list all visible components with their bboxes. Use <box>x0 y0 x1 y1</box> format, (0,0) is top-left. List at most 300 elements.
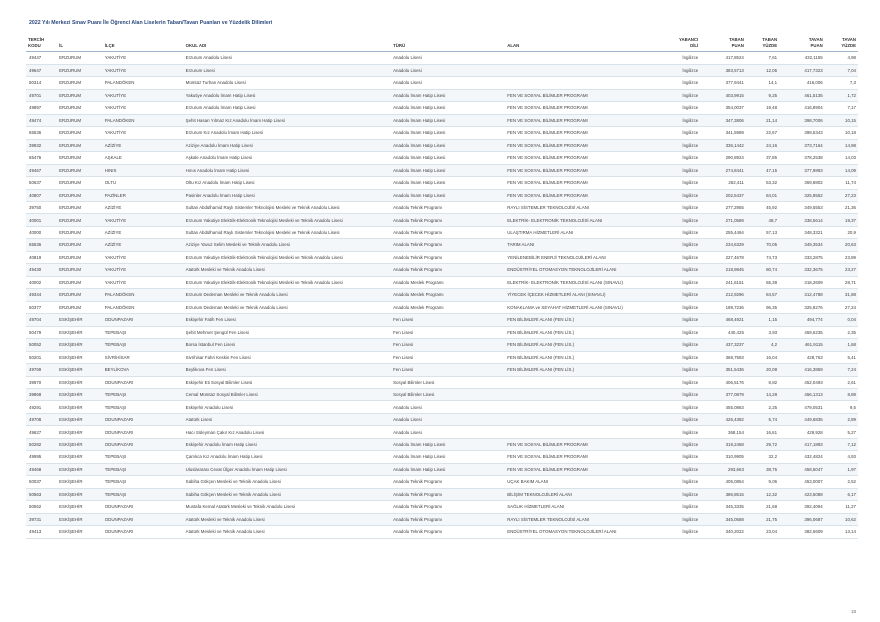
cell-tavan_yuzde: 7,17 <box>825 102 858 114</box>
cell-turu: Anadolu Teknik Programı <box>391 513 505 525</box>
cell-tavan_puan: 456,1313 <box>779 389 825 401</box>
cell-il: ERZURUM <box>57 276 103 288</box>
cell-yabanci_dili: İngilizce <box>659 264 700 276</box>
table-row[interactable] <box>26 114 858 126</box>
cell-taban_puan: 383,5713 <box>700 64 746 76</box>
cell-tercih_kodu: 49344 <box>26 289 57 301</box>
cell-taban_yuzde: 38,75 <box>746 463 779 475</box>
cell-taban_puan: 403,9915 <box>700 89 746 101</box>
cell-taban_puan: 386,8515 <box>700 488 746 500</box>
cell-okul_adi: Erzurum Yakutiye Elektrik-Elektronik Teknolojisi Mesleki ve Teknik Anadolu Lisesi <box>184 214 391 226</box>
cell-ilce: ODUNPAZARI <box>103 314 184 326</box>
cell-yabanci_dili: İngilizce <box>659 164 700 176</box>
cell-ilce: ODUNPAZARI <box>103 438 184 450</box>
cell-alan: ELEKTRİK- ELEKTRONİK TEKNOLOJİSİ ALANI (SINAVLI) <box>505 276 659 288</box>
cell-tercih_kodu: 65476 <box>26 152 57 164</box>
table-row[interactable] <box>26 77 858 89</box>
cell-taban_yuzde: 47,15 <box>746 164 779 176</box>
column-header-il[interactable]: İL <box>57 37 103 52</box>
cell-ilce: TEPEBAŞI <box>103 488 184 500</box>
cell-alan: FEN BİLİMLERİ ALANI (FEN LİS.) <box>505 364 659 376</box>
cell-tavan_puan: 417,7323 <box>779 64 825 76</box>
cell-okul_adi: Eskişehir Anadolu Lisesi <box>184 401 391 413</box>
cell-tavan_puan: 452,0493 <box>779 376 825 388</box>
cell-taban_puan: 218,9845 <box>700 264 746 276</box>
cell-taban_puan: 319,2458 <box>700 438 746 450</box>
cell-tercih_kodu: 40807 <box>26 189 57 201</box>
cell-ilce: TEPEBAŞI <box>103 476 184 488</box>
cell-okul_adi: Pasinler Anadolu İmam Hatip Lisesi <box>184 189 391 201</box>
cell-okul_adi: Hınıs Anadolu İmam Hatip Lisesi <box>184 164 391 176</box>
table-row[interactable] <box>26 102 858 114</box>
cell-il: ESKİŞEHİR <box>57 426 103 438</box>
cell-okul_adi: Erzurum Kız Anadolu İmam Hatip Lisesi <box>184 127 391 139</box>
cell-okul_adi: Erzurum Dedeman Mesleki ve Teknik Anadolu Lisesi <box>184 289 391 301</box>
cell-tavan_yuzde: 5,41 <box>825 351 858 363</box>
cell-yabanci_dili: İngilizce <box>659 226 700 238</box>
cell-tavan_yuzde: 2,35 <box>825 326 858 338</box>
cell-taban_yuzde: 19,48 <box>746 102 779 114</box>
cell-turu: Fen Lisesi <box>391 351 505 363</box>
cell-okul_adi: Sabiha Gökçen Mesleki ve Teknik Anadolu Lisesi <box>184 488 391 500</box>
cell-il: ESKİŞEHİR <box>57 314 103 326</box>
cell-taban_yuzde: 8,82 <box>746 376 779 388</box>
cell-tercih_kodu: 50637 <box>26 177 57 189</box>
cell-okul_adi: Erzurum Yakutiye Elektrik-Elektronik Teknolojisi Mesleki ve Teknik Anadolu Lisesi <box>184 276 391 288</box>
cell-taban_yuzde: 48,7 <box>746 214 779 226</box>
cell-tavan_yuzde: 23,89 <box>825 251 858 263</box>
cell-tercih_kodu: 49447 <box>26 52 57 64</box>
cell-tavan_puan: 325,8276 <box>779 301 825 313</box>
cell-taban_yuzde: 53,32 <box>746 177 779 189</box>
cell-yabanci_dili: İngilizce <box>659 301 700 313</box>
cell-taban_puan: 310,9905 <box>700 451 746 463</box>
column-header-okul_adi[interactable]: OKUL ADI <box>184 37 391 52</box>
cell-turu: Anadolu Lisesi <box>391 77 505 89</box>
cell-okul_adi: Eskişehir Eti Sosyal Bilimler Lisesi <box>184 376 391 388</box>
cell-il: ERZURUM <box>57 52 103 64</box>
cell-yabanci_dili: İngilizce <box>659 376 700 388</box>
cell-ilce: YAKUTİYE <box>103 89 184 101</box>
cell-taban_puan: 340,2022 <box>700 526 746 538</box>
cell-tercih_kodu: 49468 <box>26 463 57 475</box>
cell-tavan_puan: 378,2538 <box>779 152 825 164</box>
cell-tercih_kodu: 49430 <box>26 264 57 276</box>
cell-il: ESKİŞEHİR <box>57 476 103 488</box>
cell-yabanci_dili: İngilizce <box>659 152 700 164</box>
cell-il: ERZURUM <box>57 152 103 164</box>
cell-turu: Anadolu İmam Hatip Lisesi <box>391 152 505 164</box>
cell-yabanci_dili: İngilizce <box>659 401 700 413</box>
cell-okul_adi: Borsa İstanbul Fen Lisesi <box>184 339 391 351</box>
cell-taban_puan: 341,5989 <box>700 127 746 139</box>
cell-okul_adi: Erzurum Anadolu İmam Hatip Lisesi <box>184 102 391 114</box>
cell-il: ESKİŞEHİR <box>57 339 103 351</box>
cell-il: ERZURUM <box>57 264 103 276</box>
cell-turu: Anadolu İmam Hatip Lisesi <box>391 164 505 176</box>
cell-turu: Anadolu Lisesi <box>391 426 505 438</box>
cell-taban_puan: 351,5436 <box>700 364 746 376</box>
cell-alan: FEN VE SOSYAL BİLİMLER PROGRAMI <box>505 438 659 450</box>
cell-taban_yuzde: 16,61 <box>746 426 779 438</box>
table-row[interactable] <box>26 389 858 401</box>
cell-okul_adi: Atatürk Lisesi <box>184 413 391 425</box>
cell-tercih_kodu: 49701 <box>26 89 57 101</box>
column-header-ilce[interactable]: İLÇE <box>103 37 184 52</box>
table-row[interactable] <box>26 301 858 313</box>
cell-turu: Anadolu Lisesi <box>391 401 505 413</box>
cell-yabanci_dili: İngilizce <box>659 513 700 525</box>
table-row[interactable] <box>26 289 858 301</box>
cell-tavan_puan: 312,4788 <box>779 289 825 301</box>
table-row[interactable] <box>26 314 858 326</box>
cell-ilce: PALANDÖKEN <box>103 77 184 89</box>
table-row[interactable] <box>26 438 858 450</box>
cell-taban_yuzde: 1,15 <box>746 314 779 326</box>
cell-tavan_yuzde: 21,36 <box>825 201 858 213</box>
cell-turu: Anadolu İmam Hatip Lisesi <box>391 177 505 189</box>
table-row[interactable] <box>26 264 858 276</box>
table-row[interactable] <box>26 463 858 475</box>
table-row[interactable] <box>26 376 858 388</box>
table-row[interactable] <box>26 526 858 538</box>
cell-il: ESKİŞEHİR <box>57 413 103 425</box>
cell-alan: RAYLI SİSTEMLER TEKNOLOJİSİ ALANI <box>505 201 659 213</box>
cell-alan <box>505 376 659 388</box>
cell-turu: Anadolu İmam Hatip Lisesi <box>391 89 505 101</box>
cell-ilce: TEPEBAŞI <box>103 389 184 401</box>
cell-il: ERZURUM <box>57 239 103 251</box>
cell-yabanci_dili: İngilizce <box>659 139 700 151</box>
cell-taban_puan: 212,9296 <box>700 289 746 301</box>
cell-turu: Anadolu Teknik Programı <box>391 264 505 276</box>
table-row[interactable] <box>26 52 858 64</box>
column-header-yabanci_dili[interactable]: YABANCI DİLİ <box>659 37 700 52</box>
cell-okul_adi: Erzurum Lisesi <box>184 64 391 76</box>
cell-ilce: SİVRİHİSAR <box>103 351 184 363</box>
cell-tercih_kodu: 49995 <box>26 451 57 463</box>
cell-taban_puan: 377,0879 <box>700 389 746 401</box>
cell-taban_yuzde: 24,16 <box>746 139 779 151</box>
cell-alan: FEN VE SOSYAL BİLİMLER PROGRAMI <box>505 127 659 139</box>
column-header-turu[interactable]: TÜRÜ <box>391 37 505 52</box>
cell-turu: Anadolu İmam Hatip Lisesi <box>391 102 505 114</box>
cell-tavan_puan: 461,5135 <box>779 89 825 101</box>
cell-tavan_yuzde: 1,72 <box>825 89 858 101</box>
cell-il: ESKİŞEHİR <box>57 526 103 538</box>
column-header-tavan_yuzde[interactable]: TAVAN YÜZDE <box>825 37 858 52</box>
cell-il: ESKİŞEHİR <box>57 401 103 413</box>
cell-tavan_puan: 479,0531 <box>779 401 825 413</box>
cell-taban_puan: 426,4382 <box>700 413 746 425</box>
cell-yabanci_dili: İngilizce <box>659 438 700 450</box>
cell-tercih_kodu: 40002 <box>26 276 57 288</box>
cell-ilce: ODUNPAZARI <box>103 413 184 425</box>
cell-tavan_puan: 349,3534 <box>779 239 825 251</box>
cell-il: ESKİŞEHİR <box>57 501 103 513</box>
cell-taban_puan: 345,0588 <box>700 513 746 525</box>
cell-taban_yuzde: 32,2 <box>746 451 779 463</box>
cell-tercih_kodu: 40819 <box>26 251 57 263</box>
cell-tercih_kodu: 49704 <box>26 314 57 326</box>
table-row[interactable] <box>26 139 858 151</box>
cell-taban_puan: 406,5176 <box>700 376 746 388</box>
table-row[interactable] <box>26 226 858 238</box>
cell-tavan_yuzde: 27,23 <box>825 189 858 201</box>
table-row[interactable] <box>26 214 858 226</box>
cell-taban_yuzde: 16,04 <box>746 351 779 363</box>
table-row[interactable] <box>26 426 858 438</box>
table-row[interactable] <box>26 351 858 363</box>
cell-taban_yuzde: 96,35 <box>746 301 779 313</box>
column-header-alan[interactable]: ALAN <box>505 37 659 52</box>
column-header-tercih_kodu[interactable]: TERCİH KODU <box>26 37 57 52</box>
cell-alan: FEN VE SOSYAL BİLİMLER PROGRAMI <box>505 102 659 114</box>
cell-tavan_puan: 333,2875 <box>779 251 825 263</box>
cell-taban_yuzde: 45,92 <box>746 201 779 213</box>
cell-il: ERZURUM <box>57 164 103 176</box>
cell-tavan_puan: 428,763 <box>779 351 825 363</box>
cell-turu: Anadolu Teknik Programı <box>391 476 505 488</box>
page-title: 2022 Yılı Merkezi Sınav Puanı İle Öğrenci Alan Liselerin Taban/Tavan Puanları ve Yüzdelik Dilimleri <box>29 20 273 26</box>
cell-il: ERZURUM <box>57 301 103 313</box>
table-row[interactable] <box>26 164 858 176</box>
table-row[interactable] <box>26 488 858 500</box>
table-row[interactable] <box>26 127 858 139</box>
table-row[interactable] <box>26 326 858 338</box>
cell-tercih_kodu: 50377 <box>26 301 57 313</box>
cell-tavan_puan: 461,9115 <box>779 339 825 351</box>
table-row[interactable] <box>26 401 858 413</box>
cell-taban_puan: 377,9441 <box>700 77 746 89</box>
cell-tercih_kodu: 49474 <box>26 114 57 126</box>
cell-tercih_kodu: 50201 <box>26 351 57 363</box>
cell-tavan_puan: 416,006 <box>779 77 825 89</box>
cell-tavan_puan: 459,6235 <box>779 326 825 338</box>
cell-alan <box>505 64 659 76</box>
column-header-taban_puan[interactable]: TABAN PUAN <box>700 37 746 52</box>
cell-alan: FEN BİLİMLERİ ALANI (FEN LİS.) <box>505 326 659 338</box>
table-row[interactable] <box>26 451 858 463</box>
cell-tercih_kodu: 49769 <box>26 364 57 376</box>
table-header <box>26 37 858 52</box>
cell-taban_yuzde: 80,74 <box>746 264 779 276</box>
cell-tavan_puan: 417,1893 <box>779 438 825 450</box>
cell-taban_yuzde: 84,57 <box>746 289 779 301</box>
cell-ilce: PALANDÖKEN <box>103 114 184 126</box>
cell-alan: ELEKTRİK- ELEKTRONİK TEKNOLOJİSİ ALANI <box>505 214 659 226</box>
table-row[interactable] <box>26 364 858 376</box>
cell-il: ESKİŞEHİR <box>57 488 103 500</box>
cell-turu: Anadolu Teknik Programı <box>391 214 505 226</box>
cell-tavan_puan: 318,2609 <box>779 276 825 288</box>
cell-il: ESKİŞEHİR <box>57 364 103 376</box>
cell-tavan_yuzde: 14,98 <box>825 139 858 151</box>
cell-il: ERZURUM <box>57 289 103 301</box>
cell-taban_yuzde: 12,05 <box>746 64 779 76</box>
cell-tavan_yuzde: 0,04 <box>825 314 858 326</box>
cell-alan: FEN VE SOSYAL BİLİMLER PROGRAMI <box>505 177 659 189</box>
cell-tavan_yuzde: 28,71 <box>825 276 858 288</box>
table-row[interactable] <box>26 201 858 213</box>
cell-tavan_puan: 382,6609 <box>779 526 825 538</box>
cell-tavan_yuzde: 6,17 <box>825 488 858 500</box>
cell-taban_yuzde: 37,85 <box>746 152 779 164</box>
table-row[interactable] <box>26 513 858 525</box>
table-row[interactable] <box>26 189 858 201</box>
cell-alan: FEN VE SOSYAL BİLİMLER PROGRAMI <box>505 152 659 164</box>
table-row[interactable] <box>26 413 858 425</box>
cell-tavan_yuzde: 10,15 <box>825 114 858 126</box>
cell-tercih_kodu: 50562 <box>26 501 57 513</box>
cell-yabanci_dili: İngilizce <box>659 463 700 475</box>
table-row[interactable] <box>26 501 858 513</box>
cell-okul_adi: Aziziye Anadolu İmam Hatip Lisesi <box>184 139 391 151</box>
cell-tavan_yuzde: 4,93 <box>825 451 858 463</box>
cell-okul_adi: Sultan Abdülhamid Raylı Sistemler Teknolojisi Mesleki ve Teknik Anadolu Lisesi <box>184 226 391 238</box>
cell-ilce: AŞKALE <box>103 152 184 164</box>
cell-turu: Anadolu Teknik Programı <box>391 251 505 263</box>
cell-taban_puan: 468,4921 <box>700 314 746 326</box>
cell-alan <box>505 426 659 438</box>
cell-ilce: HINIS <box>103 164 184 176</box>
cell-okul_adi: Aşkale Anadolu İmam Hatip Lisesi <box>184 152 391 164</box>
cell-turu: Anadolu İmam Hatip Lisesi <box>391 139 505 151</box>
cell-il: ERZURUM <box>57 251 103 263</box>
cell-taban_yuzde: 9,06 <box>746 476 779 488</box>
cell-yabanci_dili: İngilizce <box>659 114 700 126</box>
cell-tavan_yuzde: 1,68 <box>825 339 858 351</box>
cell-ilce: YAKUTİYE <box>103 64 184 76</box>
table-row[interactable] <box>26 339 858 351</box>
cell-ilce: YAKUTİYE <box>103 127 184 139</box>
cell-il: ERZURUM <box>57 127 103 139</box>
cell-yabanci_dili: İngilizce <box>659 526 700 538</box>
cell-yabanci_dili: İngilizce <box>659 451 700 463</box>
cell-yabanci_dili: İngilizce <box>659 476 700 488</box>
cell-il: ESKİŞEHİR <box>57 451 103 463</box>
cell-ilce: TEPEBAŞI <box>103 451 184 463</box>
table-row[interactable] <box>26 476 858 488</box>
cell-tercih_kodu: 39750 <box>26 201 57 213</box>
cell-alan: YENİLENEBİLİR ENERJİ TEKNOLOJİLERİ ALANI <box>505 251 659 263</box>
cell-taban_puan: 293,663 <box>700 463 746 475</box>
cell-tavan_yuzde: 7,04 <box>825 64 858 76</box>
column-header-tavan_puan[interactable]: TAVAN PUAN <box>779 37 825 52</box>
cell-il: ERZURUM <box>57 214 103 226</box>
cell-yabanci_dili: İngilizce <box>659 389 700 401</box>
cell-taban_puan: 290,8924 <box>700 152 746 164</box>
cell-alan <box>505 77 659 89</box>
cell-tavan_yuzde: 7,3 <box>825 77 858 89</box>
cell-okul_adi: Atatürk Mesleki ve Teknik Anadolu Lisesi <box>184 526 391 538</box>
cell-yabanci_dili: İngilizce <box>659 189 700 201</box>
cell-yabanci_dili: İngilizce <box>659 501 700 513</box>
cell-yabanci_dili: İngilizce <box>659 289 700 301</box>
cell-taban_puan: 405,0854 <box>700 476 746 488</box>
cell-alan: FEN BİLİMLERİ ALANI (FEN LİS.) <box>505 351 659 363</box>
cell-turu: Anadolu İmam Hatip Lisesi <box>391 127 505 139</box>
cell-alan: RAYLI SİSTEMLER TEKNOLOJİSİ ALANI <box>505 513 659 525</box>
cell-il: ERZURUM <box>57 226 103 238</box>
cell-alan: KONAKLAMA ve SEYAHAT HİZMETLERİ ALANI (SINAVLI) <box>505 301 659 313</box>
cell-yabanci_dili: İngilizce <box>659 127 700 139</box>
table-row[interactable] <box>26 239 858 251</box>
cell-tavan_yuzde: 10,62 <box>825 513 858 525</box>
cell-ilce: TEPEBAŞI <box>103 326 184 338</box>
cell-il: ESKİŞEHİR <box>57 326 103 338</box>
table-row[interactable] <box>26 177 858 189</box>
cell-tercih_kodu: 50563 <box>26 488 57 500</box>
table-row[interactable] <box>26 64 858 76</box>
table-row[interactable] <box>26 152 858 164</box>
page-number: 23 <box>851 609 856 614</box>
column-header-taban_yuzde[interactable]: TABAN YÜZDE <box>746 37 779 52</box>
cell-tavan_puan: 373,7164 <box>779 139 825 151</box>
cell-okul_adi: Mustafa Kemal Atatürk Mesleki ve Teknik Anadolu Lisesi <box>184 501 391 513</box>
cell-okul_adi: Çamlıca Kız Anadolu İmam Hatip Lisesi <box>184 451 391 463</box>
cell-tavan_yuzde: 2,52 <box>825 476 858 488</box>
cell-turu: Anadolu Meslek Programı <box>391 276 505 288</box>
table-row[interactable] <box>26 251 858 263</box>
cell-ilce: TEPEBAŞI <box>103 401 184 413</box>
cell-tercih_kodu: 39970 <box>26 376 57 388</box>
table-row[interactable] <box>26 89 858 101</box>
cell-il: ERZURUM <box>57 64 103 76</box>
cell-yabanci_dili: İngilizce <box>659 77 700 89</box>
cell-turu: Anadolu İmam Hatip Lisesi <box>391 463 505 475</box>
cell-tavan_puan: 429,928 <box>779 426 825 438</box>
cell-ilce: YAKUTİYE <box>103 251 184 263</box>
cell-turu: Anadolu Teknik Programı <box>391 201 505 213</box>
cell-ilce: AZİZİYE <box>103 201 184 213</box>
cell-tavan_yuzde: 31,88 <box>825 289 858 301</box>
cell-ilce: OLTU <box>103 177 184 189</box>
cell-yabanci_dili: İngilizce <box>659 339 700 351</box>
cell-yabanci_dili: İngilizce <box>659 364 700 376</box>
cell-yabanci_dili: İngilizce <box>659 326 700 338</box>
cell-okul_adi: Atatürk Mesleki ve Teknik Anadolu Lisesi <box>184 264 391 276</box>
cell-okul_adi: Eskişehir Anadolu İmam Hatip Lisesi <box>184 438 391 450</box>
cell-ilce: BEYLİKOVA <box>103 364 184 376</box>
cell-okul_adi: Şehit Hasan Yılmaz Kız Anadolu İmam Hatip Lisesi <box>184 114 391 126</box>
cell-il: ESKİŞEHİR <box>57 438 103 450</box>
cell-tavan_yuzde: 1,97 <box>825 463 858 475</box>
cell-taban_puan: 368,154 <box>700 426 746 438</box>
cell-taban_yuzde: 3,93 <box>746 326 779 338</box>
cell-il: ERZURUM <box>57 139 103 151</box>
cell-il: ESKİŞEHİR <box>57 389 103 401</box>
cell-taban_yuzde: 9,25 <box>746 89 779 101</box>
cell-turu: Anadolu Teknik Programı <box>391 526 505 538</box>
cell-turu: Anadolu Meslek Programı <box>391 289 505 301</box>
table-row[interactable] <box>26 276 858 288</box>
cell-ilce: YAKUTİYE <box>103 264 184 276</box>
cell-ilce: TEPEBAŞI <box>103 463 184 475</box>
cell-taban_yuzde: 21,75 <box>746 513 779 525</box>
cell-tercih_kodu: 49627 <box>26 426 57 438</box>
cell-yabanci_dili: İngilizce <box>659 89 700 101</box>
cell-ilce: AZİZİYE <box>103 226 184 238</box>
cell-tavan_puan: 416,3859 <box>779 364 825 376</box>
cell-ilce: PAZİNLER <box>103 189 184 201</box>
cell-taban_puan: 368,7593 <box>700 351 746 363</box>
cell-tercih_kodu: 49467 <box>26 164 57 176</box>
cell-ilce: ODUNPAZARI <box>103 501 184 513</box>
cell-taban_puan: 417,8524 <box>700 52 746 64</box>
cell-yabanci_dili: İngilizce <box>659 52 700 64</box>
cell-yabanci_dili: İngilizce <box>659 413 700 425</box>
